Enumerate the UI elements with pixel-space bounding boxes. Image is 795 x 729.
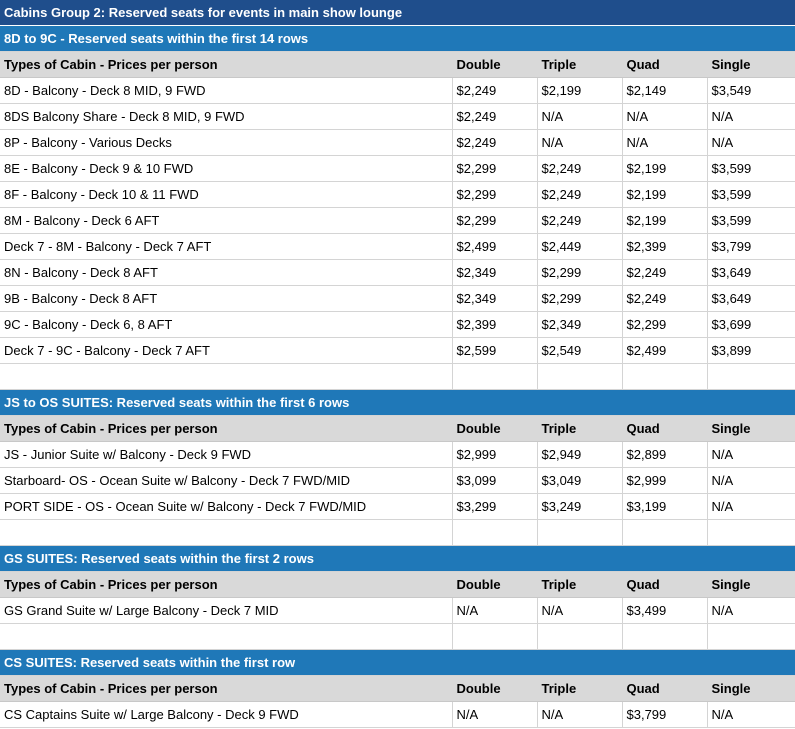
cabin-type-cell[interactable]: 8N - Balcony - Deck 8 AFT (0, 260, 452, 286)
table-row (0, 234, 795, 260)
double-price-cell[interactable]: $3,299 (452, 494, 537, 520)
triple-price-cell[interactable]: $2,299 (537, 286, 622, 312)
blank-row (0, 520, 795, 546)
empty-cell[interactable] (537, 624, 622, 650)
section-heading[interactable]: 8D to 9C - Reserved seats within the first 14 rows (0, 26, 795, 52)
column-header-triple[interactable]: Triple (537, 416, 622, 442)
triple-price-cell[interactable]: $2,299 (537, 260, 622, 286)
single-price-cell[interactable]: N/A (707, 130, 795, 156)
single-price-cell[interactable]: N/A (707, 598, 795, 624)
column-header-row (0, 416, 795, 442)
cabin-type-cell[interactable]: PORT SIDE - OS - Ocean Suite w/ Balcony - Deck 7 FWD/MID (0, 494, 452, 520)
table-row (0, 156, 795, 182)
triple-price-cell[interactable]: $2,249 (537, 156, 622, 182)
double-price-cell[interactable]: $2,249 (452, 78, 537, 104)
triple-price-cell[interactable]: $2,249 (537, 182, 622, 208)
quad-price-cell[interactable]: $2,249 (622, 286, 707, 312)
single-price-cell[interactable]: N/A (707, 494, 795, 520)
double-price-cell[interactable]: $2,349 (452, 260, 537, 286)
quad-price-cell[interactable]: $2,999 (622, 468, 707, 494)
cabin-type-cell[interactable]: Deck 7 - 9C - Balcony - Deck 7 AFT (0, 338, 452, 364)
empty-cell[interactable] (707, 624, 795, 650)
sheet-title[interactable]: Cabins Group 2: Reserved seats for events in main show lounge (0, 0, 795, 26)
quad-price-cell[interactable]: $2,199 (622, 182, 707, 208)
table-row (0, 286, 795, 312)
column-header-single[interactable]: Single (707, 52, 795, 78)
empty-cell[interactable] (707, 364, 795, 390)
column-header-quad[interactable]: Quad (622, 572, 707, 598)
quad-price-cell[interactable]: $2,299 (622, 312, 707, 338)
column-header-double[interactable]: Double (452, 52, 537, 78)
section-heading-row (0, 26, 795, 52)
column-header-double[interactable]: Double (452, 572, 537, 598)
double-price-cell[interactable]: $2,249 (452, 130, 537, 156)
table-row (0, 78, 795, 104)
cabin-type-cell[interactable]: GS Grand Suite w/ Large Balcony - Deck 7 MID (0, 598, 452, 624)
empty-cell[interactable] (622, 624, 707, 650)
cabin-type-cell[interactable]: Deck 7 - 8M - Balcony - Deck 7 AFT (0, 234, 452, 260)
single-price-cell[interactable]: N/A (707, 702, 795, 728)
column-header-triple[interactable]: Triple (537, 676, 622, 702)
quad-price-cell[interactable]: $3,499 (622, 598, 707, 624)
empty-cell[interactable] (452, 364, 537, 390)
table-row (0, 494, 795, 520)
triple-price-cell[interactable]: $3,049 (537, 468, 622, 494)
quad-price-cell[interactable]: $3,799 (622, 702, 707, 728)
section-heading[interactable]: CS SUITES: Reserved seats within the first row (0, 650, 795, 676)
column-header-triple[interactable]: Triple (537, 572, 622, 598)
double-price-cell[interactable]: $2,299 (452, 208, 537, 234)
single-price-cell[interactable]: $3,549 (707, 78, 795, 104)
section-heading-row (0, 390, 795, 416)
double-price-cell[interactable]: $2,499 (452, 234, 537, 260)
quad-price-cell[interactable]: N/A (622, 130, 707, 156)
double-price-cell[interactable]: $2,299 (452, 182, 537, 208)
column-header-cabin-type[interactable]: Types of Cabin - Prices per person (0, 676, 452, 702)
single-price-cell[interactable]: $3,649 (707, 260, 795, 286)
double-price-cell[interactable]: $2,349 (452, 286, 537, 312)
cabin-type-cell[interactable]: 8P - Balcony - Various Decks (0, 130, 452, 156)
section-heading[interactable]: GS SUITES: Reserved seats within the first 2 rows (0, 546, 795, 572)
empty-cell[interactable] (537, 364, 622, 390)
single-price-cell[interactable]: $3,799 (707, 234, 795, 260)
table-row (0, 338, 795, 364)
column-header-row (0, 52, 795, 78)
blank-row (0, 364, 795, 390)
table-row (0, 260, 795, 286)
triple-price-cell[interactable]: $2,249 (537, 208, 622, 234)
double-price-cell[interactable]: $2,299 (452, 156, 537, 182)
double-price-cell[interactable]: $2,399 (452, 312, 537, 338)
table-row (0, 182, 795, 208)
quad-price-cell[interactable]: $2,249 (622, 260, 707, 286)
column-header-cabin-type[interactable]: Types of Cabin - Prices per person (0, 416, 452, 442)
triple-price-cell[interactable]: N/A (537, 130, 622, 156)
section-heading-row (0, 546, 795, 572)
column-header-row (0, 572, 795, 598)
sheet-title-row (0, 0, 795, 26)
empty-cell[interactable] (0, 364, 452, 390)
triple-price-cell[interactable]: $2,549 (537, 338, 622, 364)
empty-cell[interactable] (452, 624, 537, 650)
column-header-double[interactable]: Double (452, 676, 537, 702)
empty-cell[interactable] (537, 520, 622, 546)
empty-cell[interactable] (707, 520, 795, 546)
table-row (0, 312, 795, 338)
quad-price-cell[interactable]: $2,499 (622, 338, 707, 364)
cabin-type-cell[interactable]: 9B - Balcony - Deck 8 AFT (0, 286, 452, 312)
column-header-single[interactable]: Single (707, 676, 795, 702)
table-row (0, 104, 795, 130)
single-price-cell[interactable]: N/A (707, 442, 795, 468)
single-price-cell[interactable]: $3,899 (707, 338, 795, 364)
single-price-cell[interactable]: N/A (707, 104, 795, 130)
single-price-cell[interactable]: $3,599 (707, 156, 795, 182)
empty-cell[interactable] (452, 520, 537, 546)
quad-price-cell[interactable]: $2,199 (622, 156, 707, 182)
column-header-single[interactable]: Single (707, 416, 795, 442)
empty-cell[interactable] (622, 520, 707, 546)
table-row (0, 598, 795, 624)
triple-price-cell[interactable]: $2,199 (537, 78, 622, 104)
empty-cell[interactable] (0, 520, 452, 546)
single-price-cell[interactable]: $3,599 (707, 208, 795, 234)
column-header-row (0, 676, 795, 702)
column-header-single[interactable]: Single (707, 572, 795, 598)
column-header-cabin-type[interactable]: Types of Cabin - Prices per person (0, 52, 452, 78)
single-price-cell[interactable]: N/A (707, 468, 795, 494)
cabin-type-cell[interactable]: JS - Junior Suite w/ Balcony - Deck 9 FWD (0, 442, 452, 468)
table-row (0, 130, 795, 156)
column-header-quad[interactable]: Quad (622, 676, 707, 702)
double-price-cell[interactable]: $2,599 (452, 338, 537, 364)
table-row (0, 702, 795, 728)
blank-row (0, 624, 795, 650)
empty-cell[interactable] (622, 364, 707, 390)
triple-price-cell[interactable]: $2,449 (537, 234, 622, 260)
quad-price-cell[interactable]: $2,149 (622, 78, 707, 104)
single-price-cell[interactable]: $3,649 (707, 286, 795, 312)
quad-price-cell[interactable]: $2,899 (622, 442, 707, 468)
cabin-type-cell[interactable]: 8F - Balcony - Deck 10 & 11 FWD (0, 182, 452, 208)
cabin-type-cell[interactable]: CS Captains Suite w/ Large Balcony - Deck 9 FWD (0, 702, 452, 728)
triple-price-cell[interactable]: N/A (537, 598, 622, 624)
table-row (0, 442, 795, 468)
column-header-quad[interactable]: Quad (622, 416, 707, 442)
section-heading[interactable]: JS to OS SUITES: Reserved seats within the first 6 rows (0, 390, 795, 416)
column-header-cabin-type[interactable]: Types of Cabin - Prices per person (0, 572, 452, 598)
single-price-cell[interactable]: $3,699 (707, 312, 795, 338)
double-price-cell[interactable]: $2,249 (452, 104, 537, 130)
quad-price-cell[interactable]: $2,399 (622, 234, 707, 260)
double-price-cell[interactable]: N/A (452, 702, 537, 728)
triple-price-cell[interactable]: N/A (537, 104, 622, 130)
quad-price-cell[interactable]: $2,199 (622, 208, 707, 234)
column-header-triple[interactable]: Triple (537, 52, 622, 78)
cabin-type-cell[interactable]: Starboard- OS - Ocean Suite w/ Balcony - Deck 7 FWD/MID (0, 468, 452, 494)
column-header-double[interactable]: Double (452, 416, 537, 442)
table-row (0, 208, 795, 234)
section-heading-row (0, 650, 795, 676)
triple-price-cell[interactable]: $3,249 (537, 494, 622, 520)
cabin-type-cell[interactable]: 9C - Balcony - Deck 6, 8 AFT (0, 312, 452, 338)
triple-price-cell[interactable]: N/A (537, 702, 622, 728)
empty-cell[interactable] (0, 624, 452, 650)
triple-price-cell[interactable]: $2,949 (537, 442, 622, 468)
column-header-quad[interactable]: Quad (622, 52, 707, 78)
quad-price-cell[interactable]: $3,199 (622, 494, 707, 520)
double-price-cell[interactable]: $3,099 (452, 468, 537, 494)
cabin-type-cell[interactable]: 8D - Balcony - Deck 8 MID, 9 FWD (0, 78, 452, 104)
cabin-type-cell[interactable]: 8DS Balcony Share - Deck 8 MID, 9 FWD (0, 104, 452, 130)
double-price-cell[interactable]: $2,999 (452, 442, 537, 468)
table-row (0, 468, 795, 494)
triple-price-cell[interactable]: $2,349 (537, 312, 622, 338)
single-price-cell[interactable]: $3,599 (707, 182, 795, 208)
quad-price-cell[interactable]: N/A (622, 104, 707, 130)
cabin-type-cell[interactable]: 8E - Balcony - Deck 9 & 10 FWD (0, 156, 452, 182)
double-price-cell[interactable]: N/A (452, 598, 537, 624)
cabin-type-cell[interactable]: 8M - Balcony - Deck 6 AFT (0, 208, 452, 234)
